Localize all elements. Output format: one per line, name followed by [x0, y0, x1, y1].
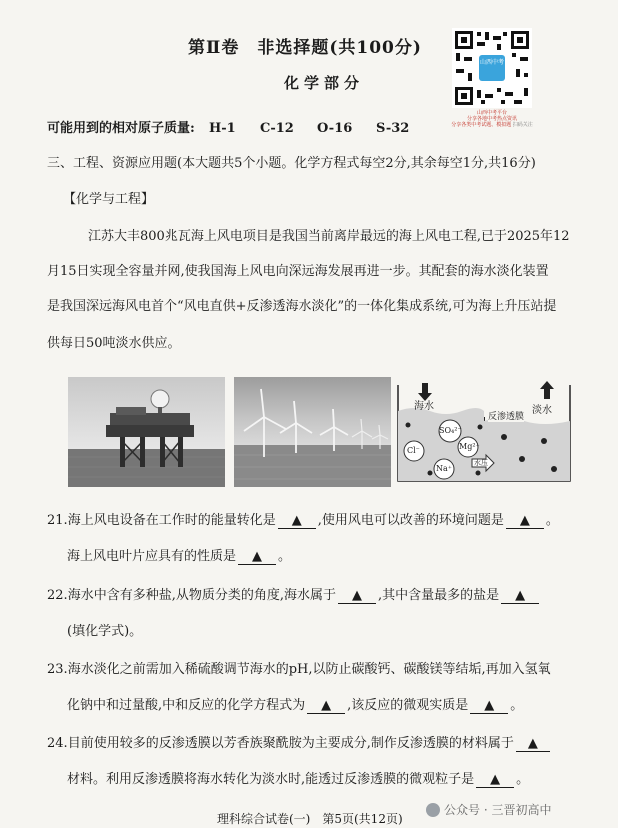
page-title: 第Ⅱ卷 非选择题(共100分)	[188, 38, 422, 58]
passage-line: 江苏大丰800兆瓦海上风电项目是我国当前离岸最远的海上风电工程,已于2025年12	[88, 229, 570, 244]
wind-turbine-photo	[234, 377, 391, 487]
passage-line: 月15日实现全容量并网,使我国海上风电向深远海发展再进一步。其配套的海水淡化装置	[47, 264, 549, 279]
qr-note-line: 山西中考平台	[476, 110, 507, 116]
question-number: 22.	[47, 588, 68, 603]
question-23-line-2: 化钠中和过量酸,中和反应的化学方程式为 ▲ ,该反应的微观实质是 ▲ 。	[67, 698, 524, 713]
section-tag: 【化学与工程】	[63, 192, 155, 207]
wechat-icon	[426, 803, 440, 817]
ion-chloride: Cl⁻	[407, 446, 420, 455]
answer-blank[interactable]: ▲	[278, 514, 316, 529]
qr-note-small: 扫码关注	[512, 122, 533, 128]
question-22-line-2: (填化学式)。	[67, 624, 143, 639]
qr-note-line: 分享各地中考热点资讯	[466, 116, 517, 122]
watermark-text: 公众号 · 三晋初高中	[444, 803, 552, 817]
question-number: 23.	[47, 662, 68, 677]
qr-note	[428, 110, 556, 128]
reverse-osmosis-diagram	[394, 377, 574, 487]
offshore-platform-photo	[68, 377, 225, 487]
question-number: 24.	[47, 736, 68, 751]
question-21-line-1: 21.海上风电设备在工作时的能量转化是 ▲ ,使用风电可以改善的环境问题是 ▲ 。	[47, 513, 559, 528]
question-21-line-2: 海上风电叶片应具有的性质是 ▲ 。	[67, 549, 292, 564]
ion-sulfate: SO₄²⁻	[439, 426, 462, 435]
atomic-mass-item: O-16	[317, 121, 353, 136]
question-24-line-2: 材料。利用反渗透膜将海水转化为淡水时,能透过反渗透膜的微观粒子是 ▲ 。	[67, 772, 530, 787]
watermark	[426, 801, 551, 818]
question-23-line-1: 23.海水淡化之前需加入稀硫酸调节海水的pH,以防止碳酸钙、碳酸镁等结垢,再加入氢氧	[47, 662, 551, 677]
answer-blank[interactable]: ▲	[338, 589, 376, 604]
atomic-mass-item: S-32	[376, 121, 410, 136]
qr-code-icon	[452, 28, 532, 108]
question-24-line-1: 24.目前使用较多的反渗透膜以芳香族聚酰胺为主要成分,制作反渗透膜的材料属于 ▲	[47, 736, 552, 752]
answer-blank[interactable]: ▲	[470, 699, 508, 714]
ion-magnesium: Mg²⁺	[459, 442, 480, 451]
passage-line: 是我国深远海风电首个“风电直供+反渗透海水淡化”的一体化集成系统,可为海上升压站提	[47, 299, 557, 314]
ion-sodium: Na⁺	[436, 464, 452, 473]
section-subtitle: 化学部分	[284, 74, 365, 92]
qr-code	[452, 28, 532, 108]
answer-blank[interactable]: ▲	[501, 589, 539, 604]
qr-badge-label: 山西中考	[479, 59, 504, 66]
atomic-mass-item: C-12	[260, 121, 294, 136]
atomic-mass-item: H-1	[209, 121, 236, 136]
page-footer: 理科综合试卷(一) 第5页(共12页)	[217, 812, 403, 826]
passage-line: 供每日50吨淡水供应。	[47, 336, 181, 351]
question-number: 21.	[47, 513, 68, 528]
answer-blank[interactable]: ▲	[516, 737, 550, 752]
answer-blank[interactable]: ▲	[506, 514, 544, 529]
freshwater-label: 淡水	[532, 405, 552, 416]
section-heading: 三、工程、资源应用题(本大题共5个小题。化学方程式每空2分,其余每空1分,共16分)	[47, 156, 536, 171]
answer-blank[interactable]: ▲	[307, 699, 345, 714]
membrane-label: 反渗透膜	[488, 409, 524, 422]
atomic-mass-label: 可能用到的相对原子质量:	[47, 121, 195, 136]
question-22-line-1: 22.海水中含有多种盐,从物质分类的角度,海水属于 ▲ ,其中含量最多的盐是 ▲	[47, 588, 541, 604]
answer-blank[interactable]: ▲	[238, 550, 276, 565]
seawater-label: 海水	[414, 401, 434, 412]
qr-note-line: 分享各类中考试题、模拟题	[451, 122, 512, 128]
answer-blank[interactable]: ▲	[476, 773, 514, 788]
pressure-label: 水压	[474, 459, 488, 467]
